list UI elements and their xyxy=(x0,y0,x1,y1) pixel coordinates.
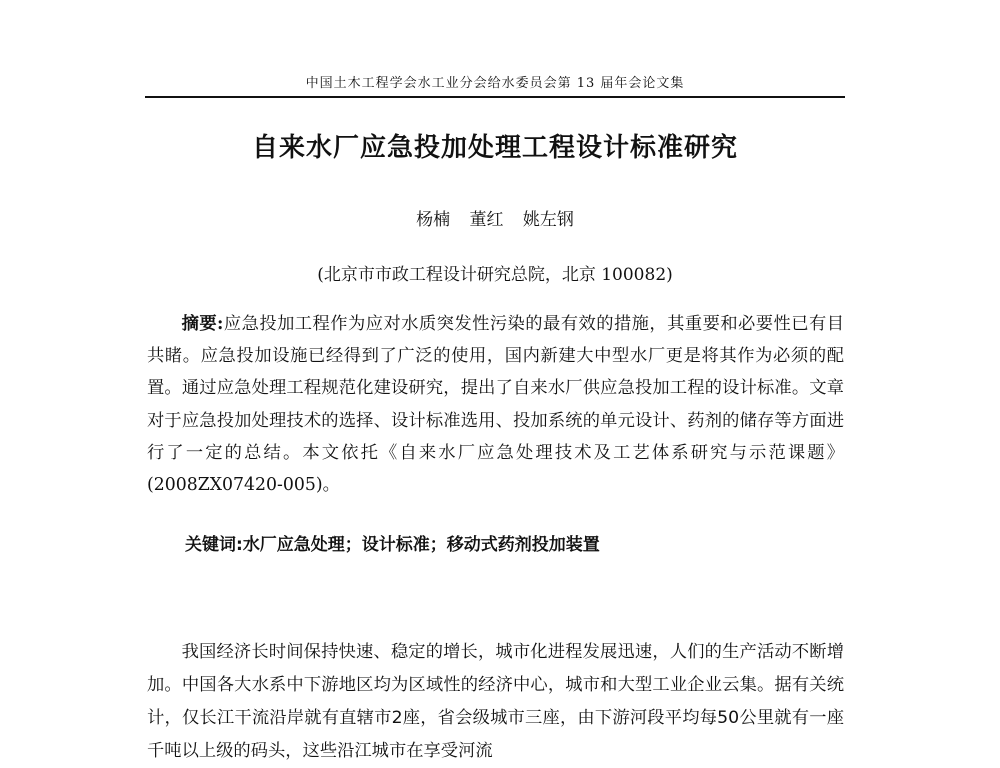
abstract xyxy=(147,308,844,501)
running-header: 中国土木工程学会水工业分会给水委员会第 13 届年会论文集 xyxy=(305,76,685,91)
abstract-text: 应急投加工程作为应对水质突发性污染的最有效的措施，其重要和必要性已有目共睹。应急投加设施已经得到了广泛的使用，国内新建大中型水厂更是将其作为必须的配置。通过应急处理工程规范化建设研究，提出了自来水厂供应急投加工程的设计标准。文章对于应急投加处理技术的选择、设计标准选用、投加系统的单元设计、药剂的储存等方面进行了一定的总结。本文依托《自来水厂应急处理技术及工艺体系研究与示范课题》(2008ZX07420-005)。 xyxy=(147,314,844,496)
body-paragraph: 我国经济长时间保持快速、稳定的增长，城市化进程发展迅速，人们的生产活动不断增加。中国各大水系中下游地区均为区域性的经济中心，城市和大型工业企业云集。据有关统计，仅长江干流沿岸就有直辖市2座，省会级城市三座，由下游河段平均每50公里就有一座千吨以上级的码头，这些沿江城市在享受河流 xyxy=(147,642,844,761)
authors: 杨楠 董红 姚左钢 xyxy=(416,210,574,230)
paper-title: 自来水厂应急投加处理工程设计标准研究 xyxy=(251,133,738,163)
keywords-label: 关键词: xyxy=(185,535,243,555)
affiliation: (北京市市政工程设计研究总院，北京 100082) xyxy=(317,265,673,285)
abstract-label: 摘要: xyxy=(181,314,224,334)
keywords-text: 水厂应急处理；设计标准；移动式药剂投加装置 xyxy=(242,535,600,555)
header-rule xyxy=(145,96,845,98)
keywords xyxy=(185,530,845,555)
